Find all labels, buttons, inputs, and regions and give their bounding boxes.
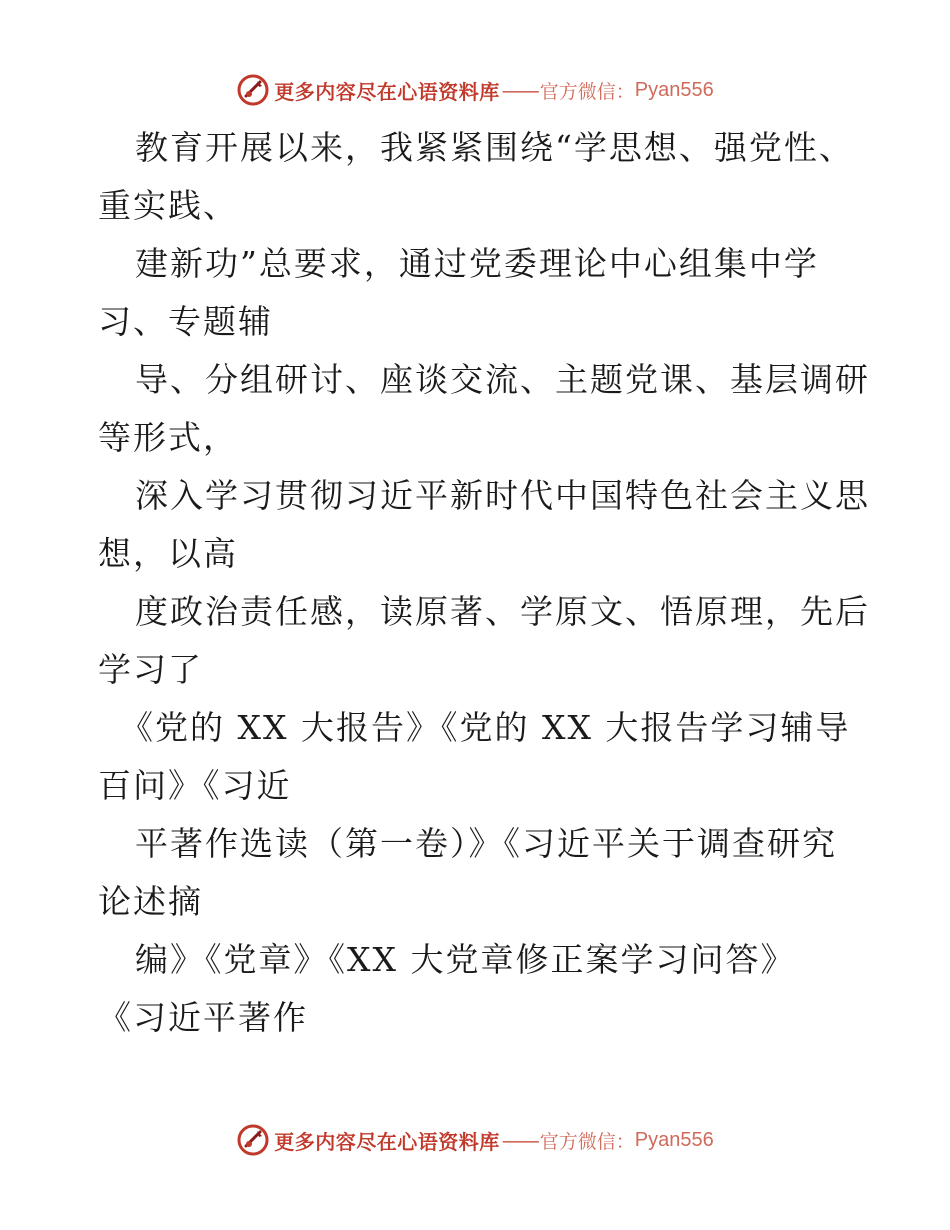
body-line: 编》《党章》《XX 大党章修正案学习问答》: [135, 940, 796, 979]
banner-label: 官方微信：: [539, 1130, 635, 1153]
body-line: 《党的 XX 大报告》《党的 XX 大报告学习辅导: [120, 708, 851, 747]
body-line: 学习了: [98, 650, 203, 689]
logo-icon: [236, 1123, 270, 1157]
body-line: 习、专题辅: [98, 302, 273, 341]
body-line: 想，以高: [98, 534, 238, 573]
body-line: 平著作选读（第一卷）》《习近平关于调查研究: [135, 824, 837, 863]
footer-watermark-banner: [0, 1120, 950, 1160]
body-line: 导、分组研讨、座谈交流、主题党课、基层调研: [135, 360, 870, 399]
body-line: 教育开展以来，我紧紧围绕“学思想、强党性、: [135, 128, 854, 167]
banner-separator: ——: [501, 1128, 538, 1152]
body-line: 等形式，: [98, 418, 238, 457]
body-line: 《习近平著作: [98, 998, 308, 1037]
banner-handle: Pyan556: [634, 78, 714, 101]
body-line: 百问》《习近: [98, 766, 292, 805]
body-line: 建新功”总要求，通过党委理论中心组集中学: [135, 244, 819, 283]
body-line: 深入学习贯彻习近平新时代中国特色社会主义思: [135, 476, 870, 515]
body-line: 重实践、: [98, 186, 238, 225]
body-line: 论述摘: [98, 882, 203, 921]
logo-icon: [236, 73, 270, 107]
header-watermark-banner: [0, 70, 950, 110]
banner-label: 官方微信：: [539, 80, 635, 103]
banner-main-text: 更多内容尽在心语资料库: [274, 79, 500, 104]
banner-main-text: 更多内容尽在心语资料库: [274, 1129, 500, 1154]
body-line: 度政治责任感，读原著、学原文、悟原理，先后: [135, 592, 870, 631]
banner-handle: Pyan556: [634, 1128, 714, 1151]
banner-separator: ——: [501, 78, 538, 102]
